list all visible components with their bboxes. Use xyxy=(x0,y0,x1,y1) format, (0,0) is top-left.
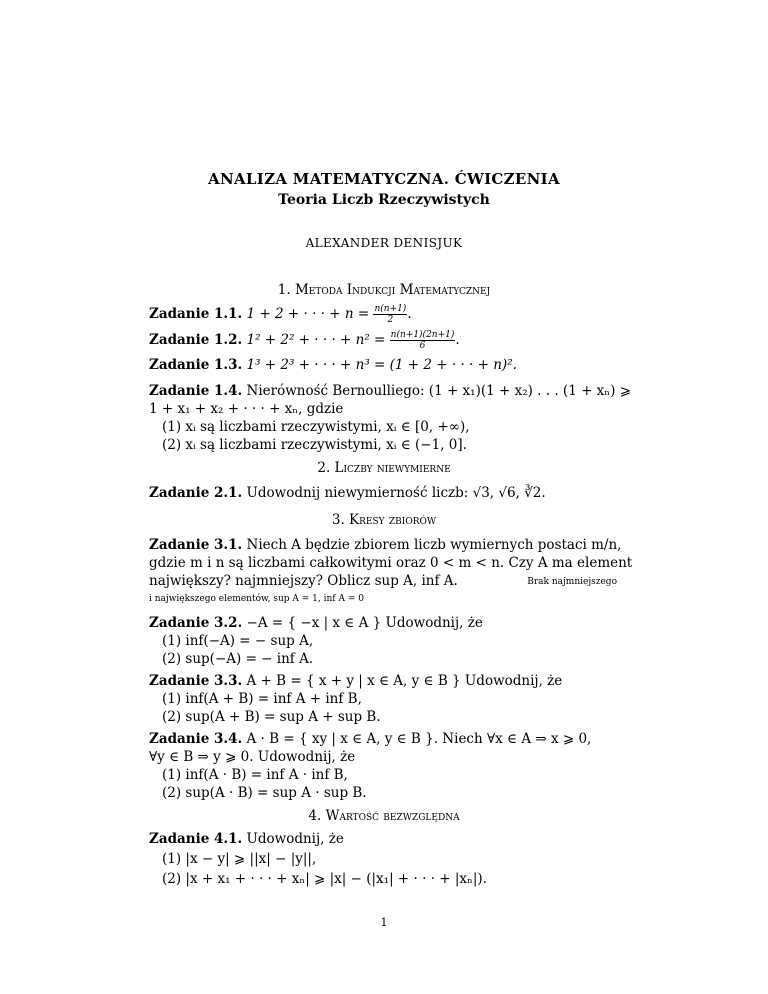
exercise-label: Zadanie 4.1. xyxy=(149,831,243,847)
answer-note-line: i największego elementów, sup A = 1, inf A = 0 xyxy=(149,594,364,604)
exercise-text: A · B = { xy | x ∈ A, y ∈ B }. Niech ∀x ∈ A ⇒ x ⩾ 0, xyxy=(246,731,592,747)
list-item: (2) sup(A · B) = sup A · sup B. xyxy=(162,785,367,801)
exercise-3-4 xyxy=(149,730,619,748)
exercise-text: Nierówność Bernoulliego: (1 + x₁)(1 + x₂) . . . (1 + xₙ) ⩾ xyxy=(246,383,632,399)
exercise-label: Zadanie 1.2. xyxy=(149,332,243,348)
exercise-label: Zadanie 3.2. xyxy=(149,615,243,631)
section-heading-4: 4. Wartość bezwzględna xyxy=(308,808,460,824)
list-item: (2) |x + x₁ + · · · + xₙ| ⩾ |x| − (|x₁| + · · · + |xₙ|). xyxy=(162,871,487,887)
exercise-label: Zadanie 2.1. xyxy=(149,485,243,501)
fraction xyxy=(390,330,456,351)
exercise-label: Zadanie 1.4. xyxy=(149,383,243,399)
list-item: (1) inf(A · B) = inf A · inf B, xyxy=(162,767,348,783)
exercise-label: Zadanie 3.4. xyxy=(149,731,243,747)
list-item: (2) sup(−A) = − inf A. xyxy=(162,651,314,667)
exercise-1-2: Zadanie 1.2. 1² + 2² + · · · + n² = $\frac{n(n+1)(2n+1)}{6}$ . xyxy=(149,330,460,351)
exercise-1-1: Zadanie 1.1. 1 + 2 + · · · + n = $\frac{n(n+1)}{2}$ . xyxy=(149,304,412,325)
list-item: (1) inf(−A) = − sup A, xyxy=(162,633,314,649)
section-heading-1: 1. Metoda Indukcji Matematycznej xyxy=(277,282,491,298)
exercise-label: Zadanie 1.3. xyxy=(149,357,243,373)
exercise-4-1 xyxy=(149,830,619,848)
exercise-label: Zadanie 1.1. xyxy=(149,306,243,322)
answer-note: Brak najmniejszego xyxy=(527,577,617,587)
denominator: 6 xyxy=(419,341,426,351)
list-item: (2) sup(A + B) = sup A + sup B. xyxy=(162,709,381,725)
numerator: n(n+1) xyxy=(374,304,407,314)
exercise-text: Udowodnij niewymierność liczb: √3, √6, ∛2. xyxy=(246,485,546,501)
formula: 1² + 2² + · · · + n² = xyxy=(246,332,386,348)
exercise-text: A + B = { x + y | x ∈ A, y ∈ B } Udowodnij, że xyxy=(246,673,563,689)
exercise-3-1 xyxy=(149,536,622,554)
numerator: n(n+1)(2n+1) xyxy=(390,330,455,340)
list-item: (1) |x − y| ⩾ ||x| − |y||, xyxy=(162,851,317,867)
exercise-text-line: największy? najmniejszy? Oblicz sup A, inf A. xyxy=(149,573,458,589)
exercise-3-3 xyxy=(149,672,619,690)
exercise-label: Zadanie 3.1. xyxy=(149,537,243,553)
exercise-text: Udowodnij, że xyxy=(246,831,344,847)
exercise-label: Zadanie 3.3. xyxy=(149,673,243,689)
exercise-text: Niech A będzie zbiorem liczb wymiernych postaci m/n, xyxy=(246,537,622,553)
exercise-text-line: ∀y ∈ B ⇒ y ⩾ 0. Udowodnij, że xyxy=(149,749,356,765)
fraction xyxy=(373,304,407,325)
section-heading-3: 3. Kresy zbiorów xyxy=(331,512,437,528)
list-item: (2) xᵢ są liczbami rzeczywistymi, xᵢ ∈ (−1, 0]. xyxy=(162,437,467,453)
formula: 1³ + 2³ + · · · + n³ = (1 + 2 + · · · + n)². xyxy=(246,357,517,373)
exercise-3-2 xyxy=(149,614,619,632)
exercise-text-line: gdzie m i n są liczbami całkowitymi oraz 0 < m < n. Czy A ma element xyxy=(149,555,633,571)
exercise-1-4 xyxy=(149,382,632,400)
document-title: ANALIZA MATEMATYCZNA. ĆWICZENIA xyxy=(208,170,560,188)
author-name: ALEXANDER DENISJUK xyxy=(305,236,463,250)
exercise-text: −A = { −x | x ∈ A } Udowodnij, że xyxy=(246,615,483,631)
exercise-text-line: 1 + x₁ + x₂ + · · · + xₙ, gdzie xyxy=(149,401,344,417)
page-number: 1 xyxy=(380,916,388,929)
exercise-2-1 xyxy=(149,484,619,502)
section-heading-2: 2. Liczby niewymierne xyxy=(317,460,451,476)
list-item: (1) xᵢ są liczbami rzeczywistymi, xᵢ ∈ [0, +∞), xyxy=(162,419,470,435)
list-item: (1) inf(A + B) = inf A + inf B, xyxy=(162,691,362,707)
exercise-1-3 xyxy=(149,356,619,374)
formula: 1 + 2 + · · · + n = xyxy=(246,306,370,322)
document-subtitle: Teoria Liczb Rzeczywistych xyxy=(278,192,490,208)
denominator: 2 xyxy=(387,315,394,325)
